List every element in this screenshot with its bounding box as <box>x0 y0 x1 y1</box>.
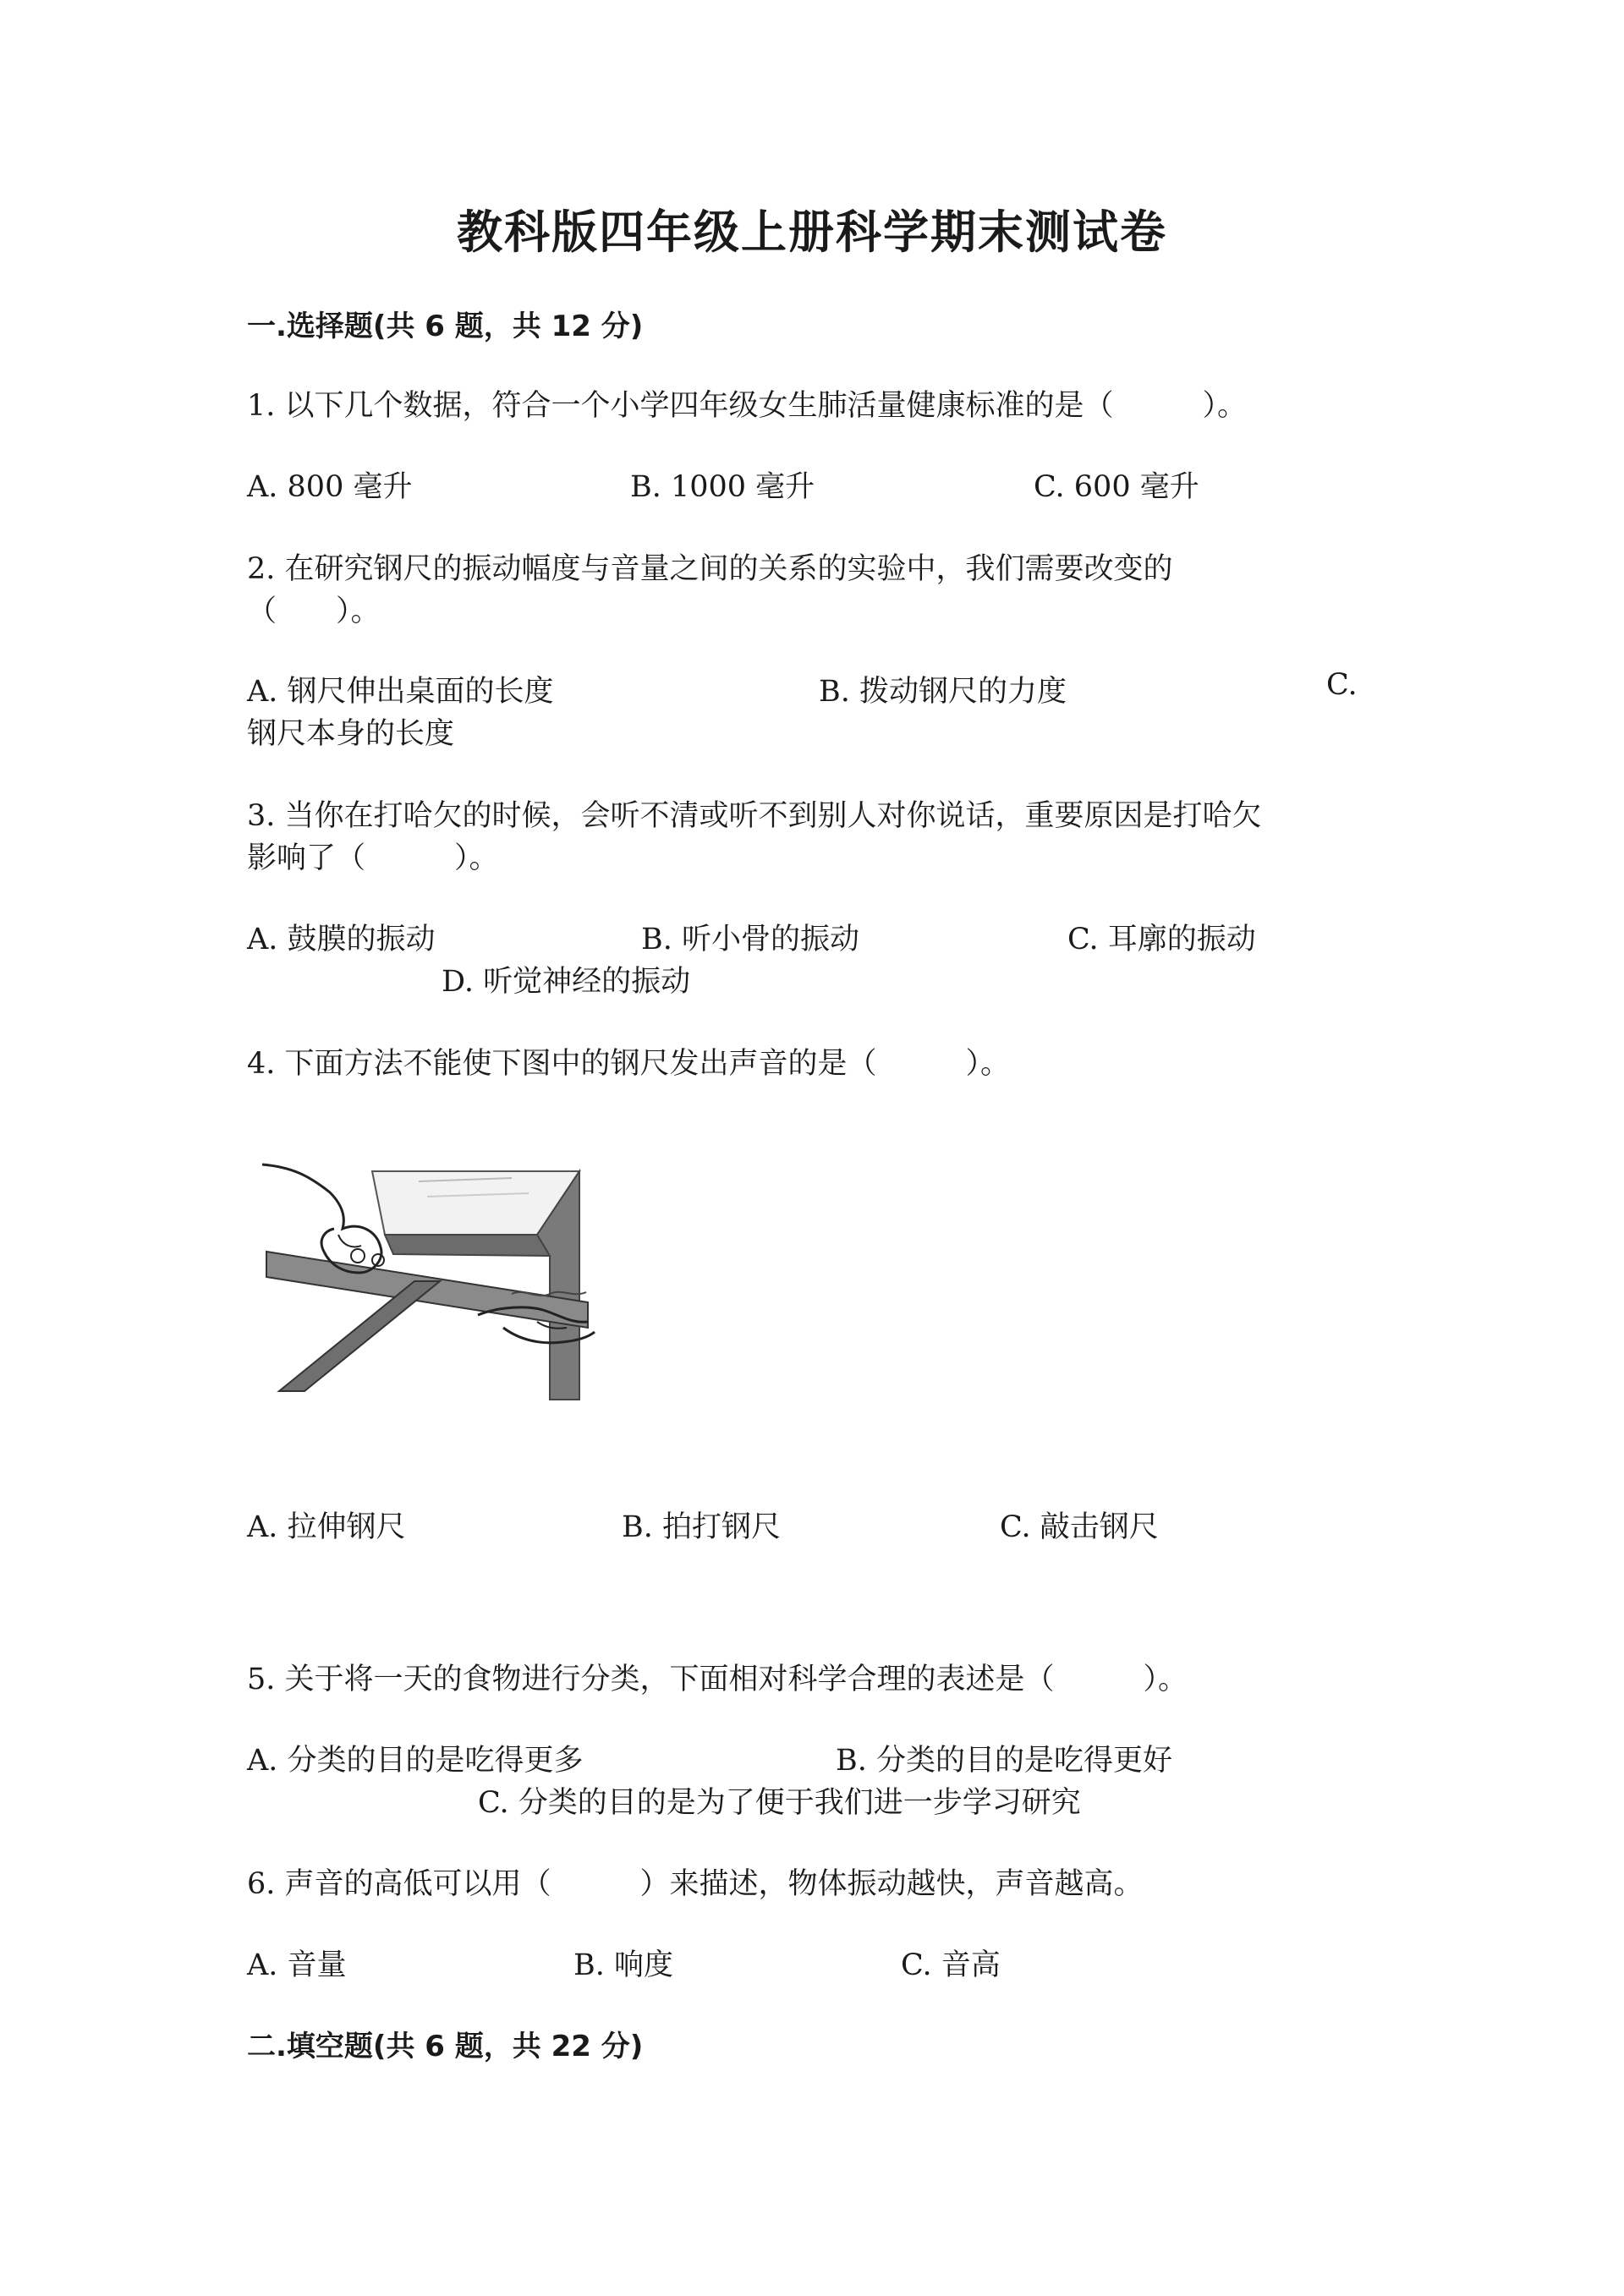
question-6-option-b[interactable]: B. 响度 <box>573 1948 673 1982</box>
question-2-option-b[interactable]: B. 拨动钢尺的力度 <box>819 675 1067 709</box>
question-2-option-c-label[interactable]: C. <box>1326 668 1358 702</box>
table-edge <box>385 1235 550 1256</box>
question-1-option-c[interactable]: C. 600 毫升 <box>1034 470 1199 504</box>
question-5-option-a[interactable]: A. 分类的目的是吃得更多 <box>247 1744 584 1778</box>
question-4-option-b[interactable]: B. 拍打钢尺 <box>622 1510 781 1544</box>
question-3-text-line2: 影响了（ ）。 <box>247 841 499 875</box>
question-3-option-c[interactable]: C. 耳廓的振动 <box>1067 923 1256 956</box>
question-1-option-a[interactable]: A. 800 毫升 <box>247 470 413 504</box>
question-4-option-c[interactable]: C. 敲击钢尺 <box>1000 1510 1159 1544</box>
question-5-option-c[interactable]: C. 分类的目的是为了便于我们进一步学习研究 <box>478 1786 1081 1820</box>
question-4-option-a[interactable]: A. 拉伸钢尺 <box>247 1510 406 1544</box>
question-6-text: 6. 声音的高低可以用（ ）来描述，物体振动越快，声音越高。 <box>247 1867 1144 1901</box>
page-title: 教科版四年级上册科学期末测试卷 <box>457 205 1167 259</box>
question-5-text: 5. 关于将一天的食物进行分类，下面相对科学合理的表述是（ ）。 <box>247 1663 1188 1696</box>
question-4-text: 4. 下面方法不能使下图中的钢尺发出声音的是（ ）。 <box>247 1047 1011 1081</box>
section-heading-choice: 一.选择题(共 6 题，共 12 分) <box>247 310 644 343</box>
question-6-option-c[interactable]: C. 音高 <box>901 1948 1001 1982</box>
question-3-option-b[interactable]: B. 听小骨的振动 <box>641 923 859 956</box>
question-3-option-d[interactable]: D. 听觉神经的振动 <box>442 965 691 999</box>
question-6-option-a[interactable]: A. 音量 <box>247 1948 347 1982</box>
question-5-option-b[interactable]: B. 分类的目的是吃得更好 <box>836 1744 1172 1778</box>
question-3-text-line1: 3. 当你在打哈欠的时候，会听不清或听不到别人对你说话，重要原因是打哈欠 <box>247 799 1262 833</box>
question-1-option-b[interactable]: B. 1000 毫升 <box>630 470 815 504</box>
question-2-text-line2: （ ）。 <box>247 595 381 628</box>
ruler-shadow <box>279 1281 440 1391</box>
question-1-text: 1. 以下几个数据，符合一个小学四年级女生肺活量健康标准的是（ ）。 <box>247 389 1248 423</box>
question-2-text-line1: 2. 在研究钢尺的振动幅度与音量之间的关系的实验中，我们需要改变的 <box>247 552 1173 586</box>
question-3-option-a[interactable]: A. 鼓膜的振动 <box>247 923 436 956</box>
question-2-option-c-text[interactable]: 钢尺本身的长度 <box>247 717 455 751</box>
section-heading-fill-in: 二.填空题(共 6 题，共 22 分) <box>247 2030 644 2063</box>
steel-ruler-figure <box>258 1154 596 1417</box>
question-2-option-a[interactable]: A. 钢尺伸出桌面的长度 <box>247 675 554 709</box>
